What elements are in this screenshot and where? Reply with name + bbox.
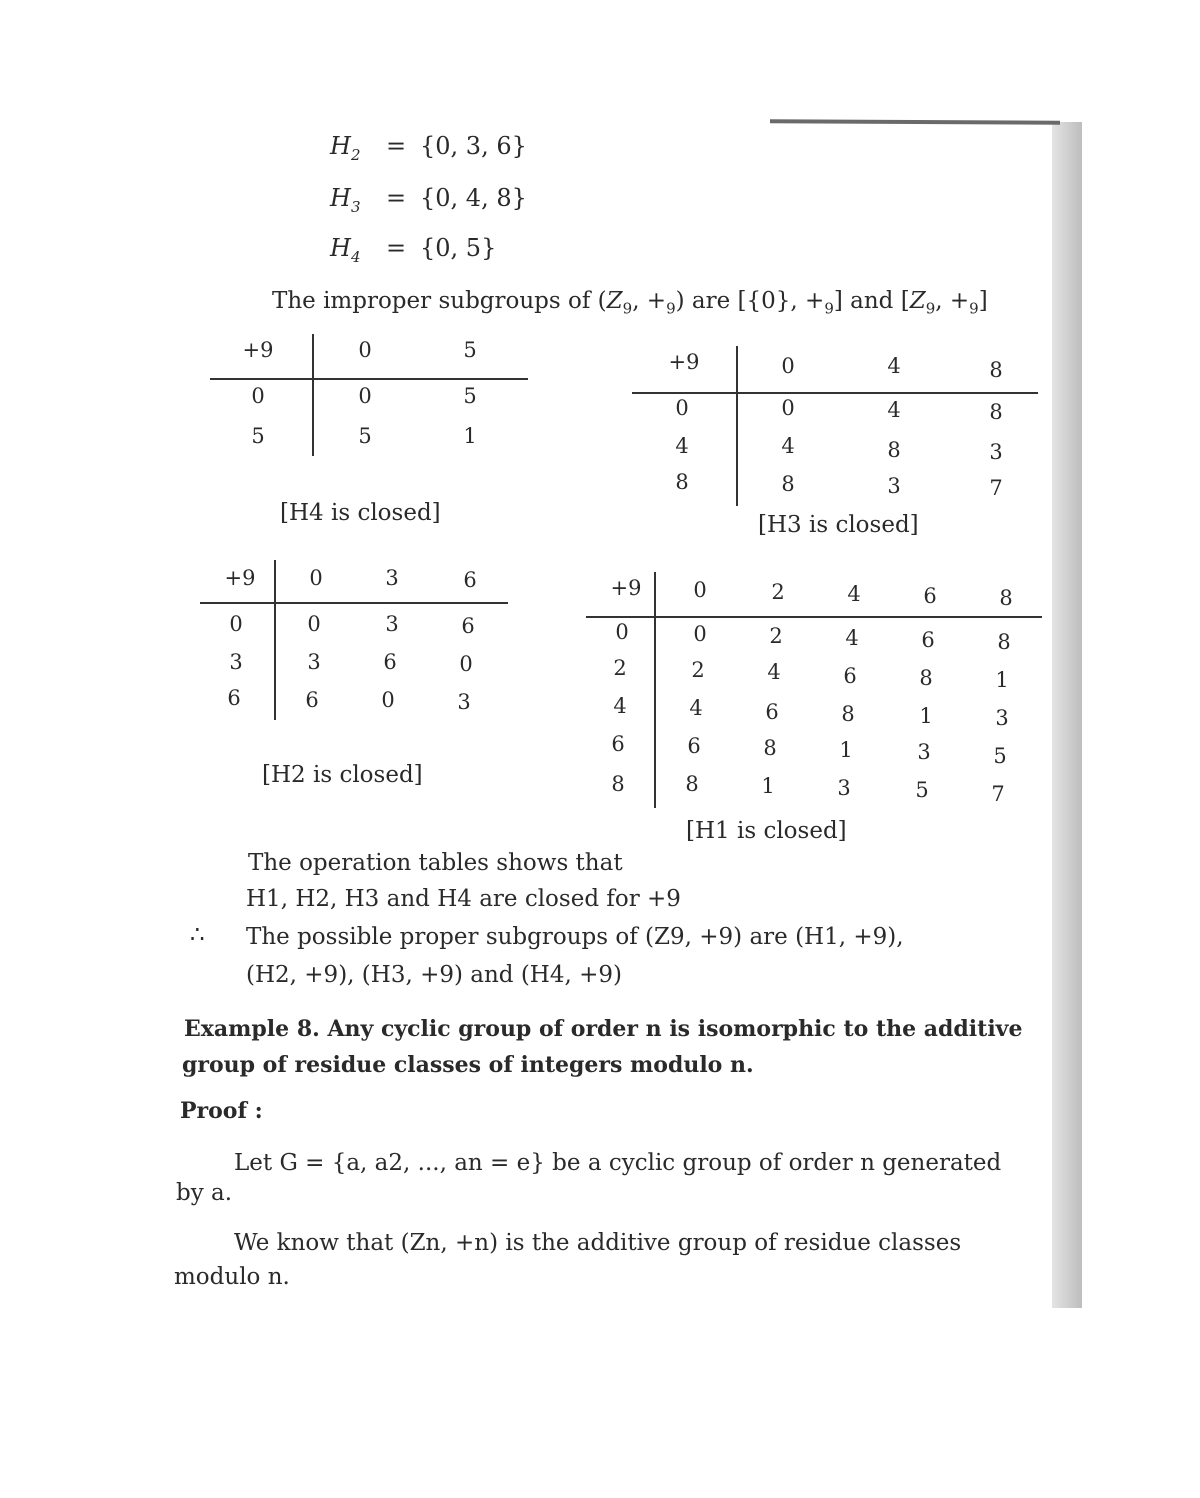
table-cell: 6	[687, 734, 701, 758]
operator-label: +9	[668, 350, 700, 374]
row-label: 0	[251, 384, 265, 408]
table-cell: 1	[995, 668, 1009, 692]
h4-definition: $H_4 = \{0$, 5}	[330, 234, 497, 266]
header-cell: 6	[463, 568, 477, 592]
table-cell: 6	[765, 700, 779, 724]
table-cell: 7	[989, 476, 1003, 500]
row-label: 0	[675, 396, 689, 420]
conclusion-line-4: (H2, +9), (H3, +9) and (H4, +9)	[246, 962, 622, 988]
proof-paragraph-1: Let G = {a, a2, ..., an = e} be a cyclic group of order n generated	[234, 1150, 1002, 1176]
table-cell: 3	[917, 740, 931, 764]
facing-page-edge	[1052, 122, 1082, 1308]
header-cell: 4	[847, 582, 861, 606]
table-cell: 7	[991, 782, 1005, 806]
table-cell: 6	[843, 664, 857, 688]
header-cell: 8	[999, 586, 1013, 610]
example-title: Example 8. Any cyclic group of order n is isomorphic to the additive	[184, 1016, 1023, 1042]
table-cell: 0	[781, 396, 795, 420]
header-cell: 8	[989, 358, 1003, 382]
row-label: 6	[227, 686, 241, 710]
table-cell: 1	[839, 738, 853, 762]
table-cell: 3	[307, 650, 321, 674]
header-rule	[200, 602, 508, 604]
table-cell: 0	[307, 612, 321, 636]
conclusion-line-3: The possible proper subgroups of (Z9, +9) are (H1, +9),	[246, 924, 904, 950]
row-label: 5	[251, 424, 265, 448]
row-label: 8	[611, 772, 625, 796]
header-rule	[210, 378, 528, 380]
table-cell: 8	[997, 630, 1011, 654]
conclusion-line-1: The operation tables shows that	[248, 850, 623, 876]
table-cell: 4	[689, 696, 703, 720]
table-cell: 1	[919, 704, 933, 728]
row-label: 0	[229, 612, 243, 636]
header-cell: 0	[781, 354, 795, 378]
row-label: 4	[675, 434, 689, 458]
header-cell: 4	[887, 354, 901, 378]
table-cell: 3	[385, 612, 399, 636]
row-label: 8	[675, 470, 689, 494]
proof-heading: Proof :	[180, 1098, 263, 1124]
header-cell: 5	[463, 338, 477, 362]
table-cell: 3	[837, 776, 851, 800]
table-cell: 0	[358, 384, 372, 408]
table-cell: 4	[767, 660, 781, 684]
table-cell: 0	[693, 622, 707, 646]
header-cell: 0	[693, 578, 707, 602]
table-cell: 0	[459, 652, 473, 676]
table-cell: 8	[841, 702, 855, 726]
h2-definition: $H_2 = \{0$, 3, 6}	[330, 132, 527, 164]
table-cell: 5	[915, 778, 929, 802]
table-cell: 2	[769, 624, 783, 648]
table-cell: 6	[383, 650, 397, 674]
column-rule	[736, 346, 738, 506]
table-cell: 4	[887, 398, 901, 422]
h4-caption: [H4 is closed]	[280, 500, 441, 526]
table-cell: 8	[685, 772, 699, 796]
header-cell: 3	[385, 566, 399, 590]
table-cell: 8	[919, 666, 933, 690]
example-title-continued: group of residue classes of integers modulo n.	[182, 1052, 754, 1078]
header-cell: 6	[923, 584, 937, 608]
table-cell: 4	[845, 626, 859, 650]
table-cell: 3	[457, 690, 471, 714]
table-cell: 5	[463, 384, 477, 408]
table-cell: 1	[761, 774, 775, 798]
table-cell: 6	[305, 688, 319, 712]
table-cell: 8	[989, 400, 1003, 424]
column-rule	[654, 572, 656, 808]
table-cell: 6	[921, 628, 935, 652]
column-rule	[274, 560, 276, 720]
column-rule	[312, 334, 314, 456]
h1-caption: [H1 is closed]	[686, 818, 847, 844]
proof-paragraph-2-end: modulo n.	[174, 1264, 290, 1290]
row-label: 4	[613, 694, 627, 718]
table-cell: 3	[995, 706, 1009, 730]
table-cell: 2	[691, 658, 705, 682]
table-cell: 4	[781, 434, 795, 458]
operator-label: +9	[242, 338, 274, 362]
therefore-symbol: ∴	[190, 922, 205, 948]
h3-caption: [H3 is closed]	[758, 512, 919, 538]
table-cell: 3	[989, 440, 1003, 464]
table-cell: 8	[763, 736, 777, 760]
header-cell: 2	[771, 580, 785, 604]
table-cell: 3	[887, 474, 901, 498]
h3-definition: $H_3 = \{0$, 4, 8}	[330, 184, 527, 216]
operator-label: +9	[610, 576, 642, 600]
table-cell: 6	[461, 614, 475, 638]
table-cell: 8	[887, 438, 901, 462]
table-cell: 1	[463, 424, 477, 448]
row-label: 2	[613, 656, 627, 680]
row-label: 6	[611, 732, 625, 756]
header-cell: 0	[358, 338, 372, 362]
header-cell: 0	[309, 566, 323, 590]
header-rule	[632, 392, 1038, 394]
h2-caption: [H2 is closed]	[262, 762, 423, 788]
table-cell: 5	[993, 744, 1007, 768]
table-cell: 5	[358, 424, 372, 448]
improper-subgroups-sentence: The improper subgroups of ($Z_9$, $+_9$) are [{0}, $+_9$] and [$Z_9$, $+_9$]	[272, 288, 988, 318]
row-label: 3	[229, 650, 243, 674]
proof-paragraph-1-end: by a.	[176, 1180, 233, 1206]
table-cell: 8	[781, 472, 795, 496]
proof-paragraph-2: We know that (Zn, +n) is the additive group of residue classes	[234, 1230, 962, 1256]
table-cell: 0	[381, 688, 395, 712]
row-label: 0	[615, 620, 629, 644]
operator-label: +9	[224, 566, 256, 590]
conclusion-line-2: H1, H2, H3 and H4 are closed for +9	[246, 886, 681, 912]
top-rule	[770, 119, 1060, 125]
